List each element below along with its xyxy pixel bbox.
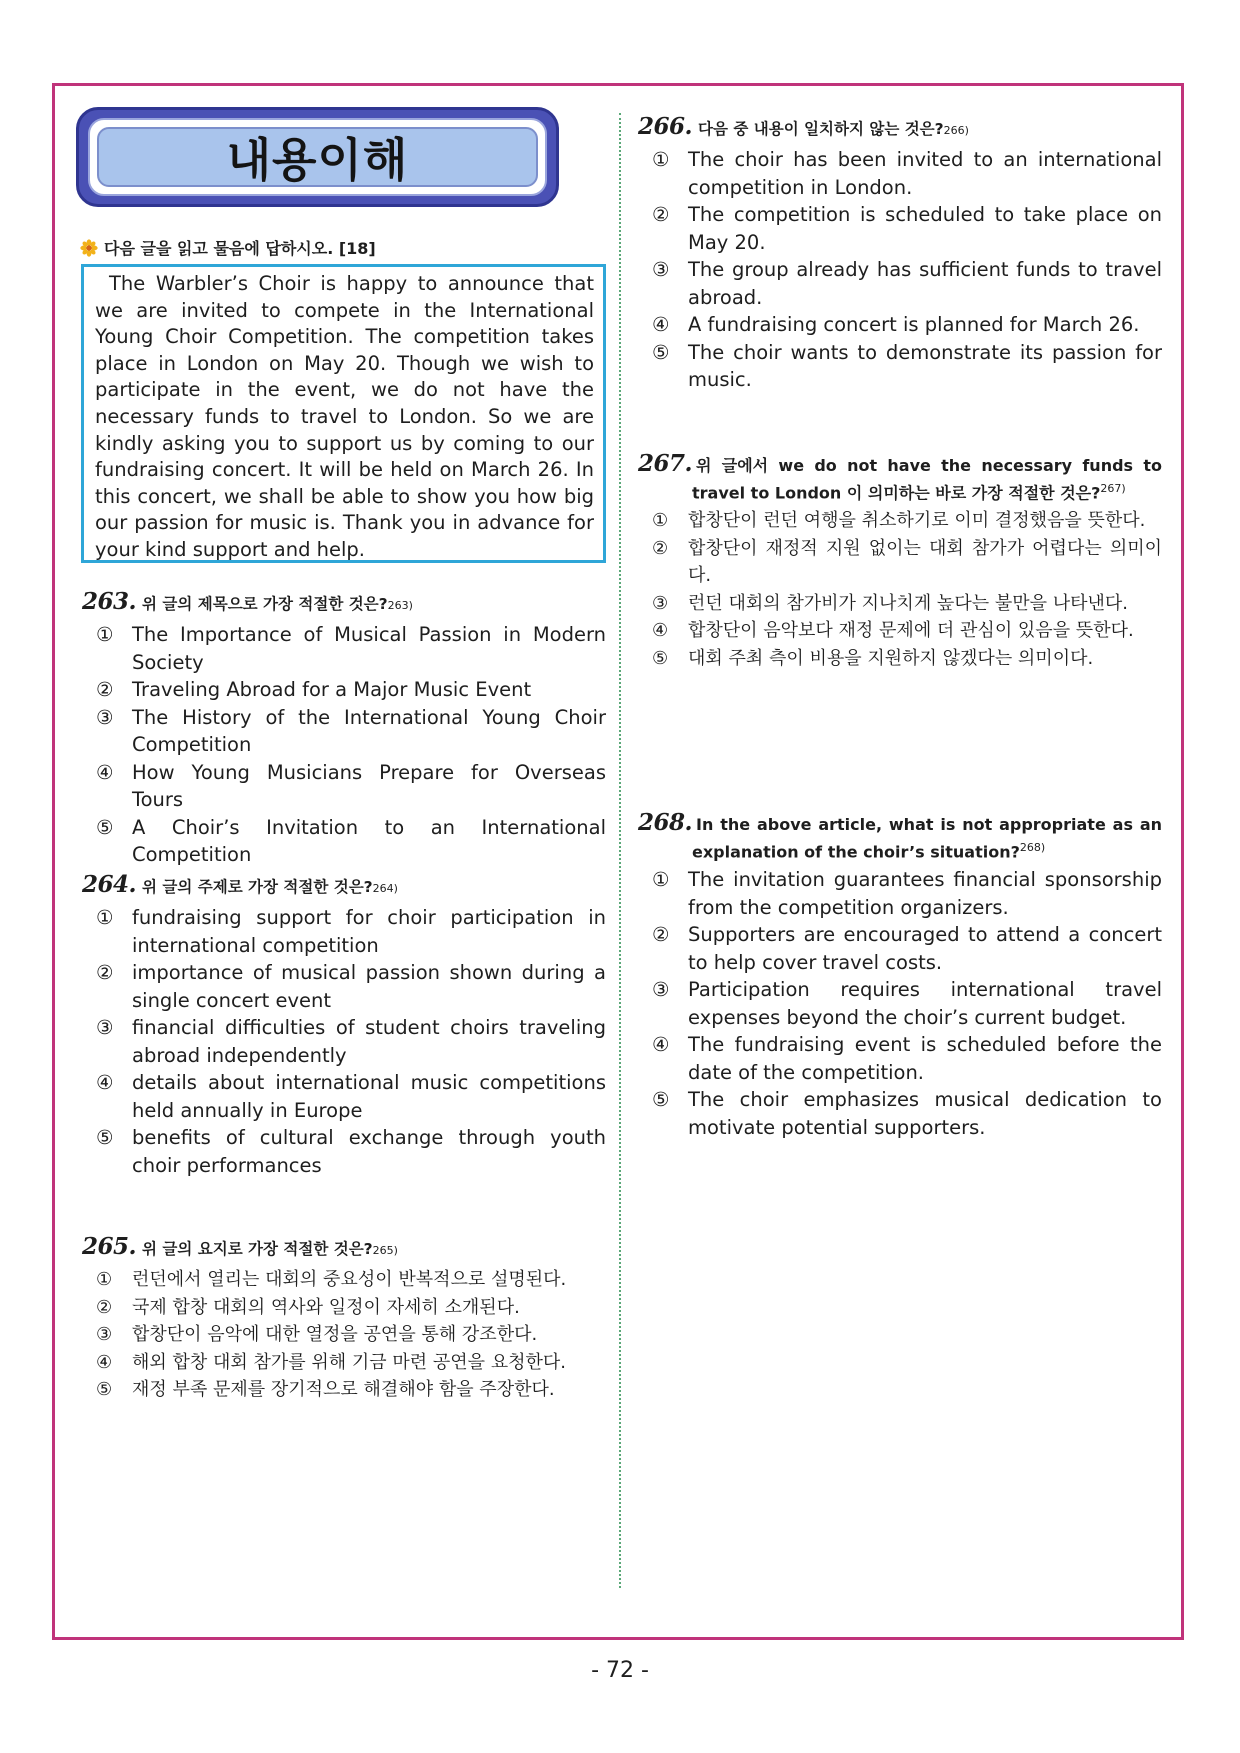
reading-passage: The Warbler’s Choir is happy to announce that we are invited to compete in the International Young Choir Competition. The competition takes place in London on May 20. Though we wish to participate in the event, we do not have the necessary funds to travel to London. So we are kindly asking you to support us by coming to our fundraising concert. It will be held on March 26. In this concert, we shall be able to show you how big our passion for music is. Thank you in advance for your kind support and help. — [81, 264, 606, 563]
option-mark: ⑤ — [96, 1379, 113, 1400]
option-text: A fundraising concert is planned for March 26. — [688, 313, 1140, 336]
option-mark: ② — [652, 923, 670, 947]
question-prompt: 위 글의 요지로 가장 적절한 것은? — [142, 1240, 373, 1258]
option-mark: ② — [96, 961, 114, 984]
option-text: 재정 부족 문제를 장기적으로 해결해야 함을 주장한다. — [132, 1379, 555, 1400]
option-text: How Young Musicians Prepare for Overseas Tours — [132, 760, 606, 811]
option-mark: ⑤ — [96, 1126, 114, 1149]
question-prompt: 위 글에서 we do not have the necessary funds to travel to London 이 의미하는 바로 가장 적절한 것은? — [692, 456, 1162, 503]
option-mark: ⑤ — [652, 1088, 670, 1112]
option-mark: ⑤ — [96, 815, 114, 839]
option-text: The choir emphasizes musical dedication to motivate potential supporters. — [688, 1088, 1162, 1139]
option-text: 런던에서 열리는 대회의 중요성이 반복적으로 설명된다. — [132, 1269, 567, 1290]
footnote-ref: 267) — [1100, 482, 1126, 495]
option-mark: ④ — [96, 1351, 113, 1373]
footnote-ref: 266) — [943, 124, 969, 137]
question-prompt: 다음 중 내용이 일치하지 않는 것은? — [698, 120, 944, 138]
option-mark: ② — [96, 678, 114, 701]
question-header — [82, 871, 606, 900]
question-header — [638, 811, 1162, 863]
option-2[interactable] — [82, 676, 606, 704]
flower-icon — [80, 239, 98, 257]
option-text: A Choir’s Invitation to an International Competition — [132, 815, 606, 866]
option-mark: ⑤ — [652, 340, 670, 364]
question-prompt: In the above article, what is not appropriate as an explanation of the choir’s situation? — [692, 815, 1162, 862]
question-number: 268. — [638, 809, 693, 836]
question-267 — [638, 452, 1162, 672]
option-3[interactable] — [82, 1321, 606, 1349]
option-text: The choir has been invited to an international competition in London. — [688, 148, 1162, 199]
option-5[interactable] — [82, 814, 606, 869]
option-5[interactable] — [638, 339, 1162, 394]
option-mark: ④ — [652, 313, 670, 336]
option-text: 국제 합창 대회의 역사와 일정이 자세히 소개된다. — [132, 1296, 520, 1318]
section-title: 내용이해 — [226, 133, 409, 187]
option-mark: ① — [652, 148, 670, 171]
option-4[interactable] — [82, 1349, 606, 1377]
option-text: 런던 대회의 참가비가 지나치게 높다는 불만을 나타낸다. — [688, 592, 1128, 614]
option-mark: ④ — [652, 620, 669, 642]
option-mark: ① — [96, 1269, 113, 1290]
option-1[interactable] — [638, 507, 1162, 535]
option-4[interactable] — [638, 617, 1162, 645]
section-title-banner — [76, 107, 559, 207]
option-mark: ④ — [652, 1033, 670, 1057]
option-mark: ① — [96, 906, 114, 929]
option-4[interactable] — [638, 311, 1162, 339]
option-5[interactable] — [82, 1376, 606, 1404]
option-3[interactable] — [638, 590, 1162, 618]
question-number: 264. — [82, 871, 137, 898]
option-text: 해외 합창 대회 참가를 위해 기금 마련 공연을 요청한다. — [132, 1351, 567, 1373]
option-mark: ③ — [652, 592, 669, 614]
option-3[interactable] — [638, 976, 1162, 1031]
option-4[interactable] — [638, 1031, 1162, 1086]
question-266 — [638, 113, 1162, 394]
option-1[interactable] — [82, 904, 606, 959]
question-header — [82, 588, 606, 617]
option-1[interactable] — [82, 621, 606, 676]
option-mark: ③ — [652, 978, 670, 1002]
option-1[interactable] — [638, 866, 1162, 921]
question-prompt: 위 글의 제목으로 가장 적절한 것은? — [142, 595, 388, 613]
option-text: 합창단이 런던 여행을 취소하기로 이미 결정했음을 뜻한다. — [688, 510, 1146, 532]
option-text: 합창단이 재정적 지원 없이는 대회 참가가 어렵다는 의미이다. — [688, 537, 1162, 587]
option-text: Participation requires international travel expenses beyond the choir’s current budget. — [688, 978, 1162, 1029]
option-5[interactable] — [638, 1086, 1162, 1141]
option-text: 합창단이 음악에 대한 열정을 공연을 통해 강조한다. — [132, 1324, 538, 1345]
option-text: importance of musical passion shown during a single concert event — [132, 961, 606, 1012]
option-mark: ① — [652, 510, 669, 532]
option-2[interactable] — [638, 535, 1162, 590]
column-divider — [619, 113, 621, 1588]
option-text: The History of the International Young Choir Competition — [132, 705, 606, 756]
option-mark: ③ — [96, 1016, 114, 1039]
instruction-text: 다음 글을 읽고 물음에 답하시오. [18] — [104, 239, 376, 258]
option-text: fundraising support for choir participation in international competition — [132, 906, 606, 957]
question-number: 267. — [638, 450, 693, 477]
option-text: 대회 주최 측이 비용을 지원하지 않겠다는 의미이다. — [688, 647, 1094, 669]
footnote-ref: 263) — [387, 599, 413, 612]
banner-inner — [97, 127, 538, 187]
option-text: financial difficulties of student choirs traveling abroad independently — [132, 1016, 606, 1067]
option-2[interactable] — [82, 1294, 606, 1322]
option-5[interactable] — [638, 645, 1162, 673]
question-header — [638, 113, 1162, 142]
option-mark: ② — [652, 203, 670, 226]
option-2[interactable] — [638, 201, 1162, 256]
option-mark: ④ — [96, 1071, 114, 1094]
footnote-ref: 264) — [372, 882, 398, 895]
option-1[interactable] — [638, 146, 1162, 201]
footnote-ref: 268) — [1019, 841, 1046, 854]
banner-ring — [88, 118, 547, 196]
option-text: 합창단이 음악보다 재정 문제에 더 관심이 있음을 뜻한다. — [688, 620, 1134, 642]
question-number: 263. — [82, 588, 137, 615]
question-268 — [638, 811, 1162, 1141]
option-text: details about international music competitions held annually in Europe — [132, 1071, 606, 1122]
option-3[interactable] — [82, 704, 606, 759]
question-263 — [82, 588, 606, 869]
option-text: The group already has sufficient funds to travel abroad. — [688, 258, 1162, 309]
option-mark: ③ — [96, 705, 114, 729]
question-header — [82, 1233, 606, 1262]
option-mark: ③ — [96, 1324, 113, 1345]
instruction — [80, 236, 376, 259]
option-text: benefits of cultural exchange through youth choir performances — [132, 1126, 606, 1177]
option-text: The Importance of Musical Passion in Modern Society — [132, 623, 606, 674]
option-5[interactable] — [82, 1124, 606, 1179]
option-3[interactable] — [82, 1014, 606, 1069]
option-mark: ③ — [652, 258, 670, 281]
page-number: - 72 - — [591, 1658, 649, 1683]
option-3[interactable] — [638, 256, 1162, 311]
option-2[interactable] — [82, 959, 606, 1014]
option-mark: ① — [96, 623, 114, 646]
option-text: The competition is scheduled to take place on May 20. — [688, 203, 1162, 254]
option-text: The fundraising event is scheduled before the date of the competition. — [688, 1033, 1162, 1084]
option-mark: ⑤ — [652, 647, 669, 669]
option-text: Traveling Abroad for a Major Music Event — [132, 678, 532, 701]
option-mark: ④ — [96, 760, 114, 784]
question-prompt: 위 글의 주제로 가장 적절한 것은? — [142, 878, 373, 896]
option-4[interactable] — [82, 1069, 606, 1124]
option-4[interactable] — [82, 759, 606, 814]
option-mark: ② — [96, 1296, 113, 1318]
option-mark: ① — [652, 868, 670, 892]
question-264 — [82, 871, 606, 1179]
question-265 — [82, 1233, 606, 1404]
question-header — [638, 452, 1162, 504]
option-text: The choir wants to demonstrate its passion for music. — [688, 340, 1162, 391]
option-1[interactable] — [82, 1266, 606, 1294]
option-mark: ② — [652, 537, 669, 559]
question-number: 266. — [638, 113, 693, 140]
question-number: 265. — [82, 1233, 137, 1260]
option-text: Supporters are encouraged to attend a concert to help cover travel costs. — [688, 923, 1162, 974]
option-text: The invitation guarantees financial sponsorship from the competition organizers. — [688, 868, 1162, 919]
footnote-ref: 265) — [372, 1244, 398, 1257]
option-2[interactable] — [638, 921, 1162, 976]
